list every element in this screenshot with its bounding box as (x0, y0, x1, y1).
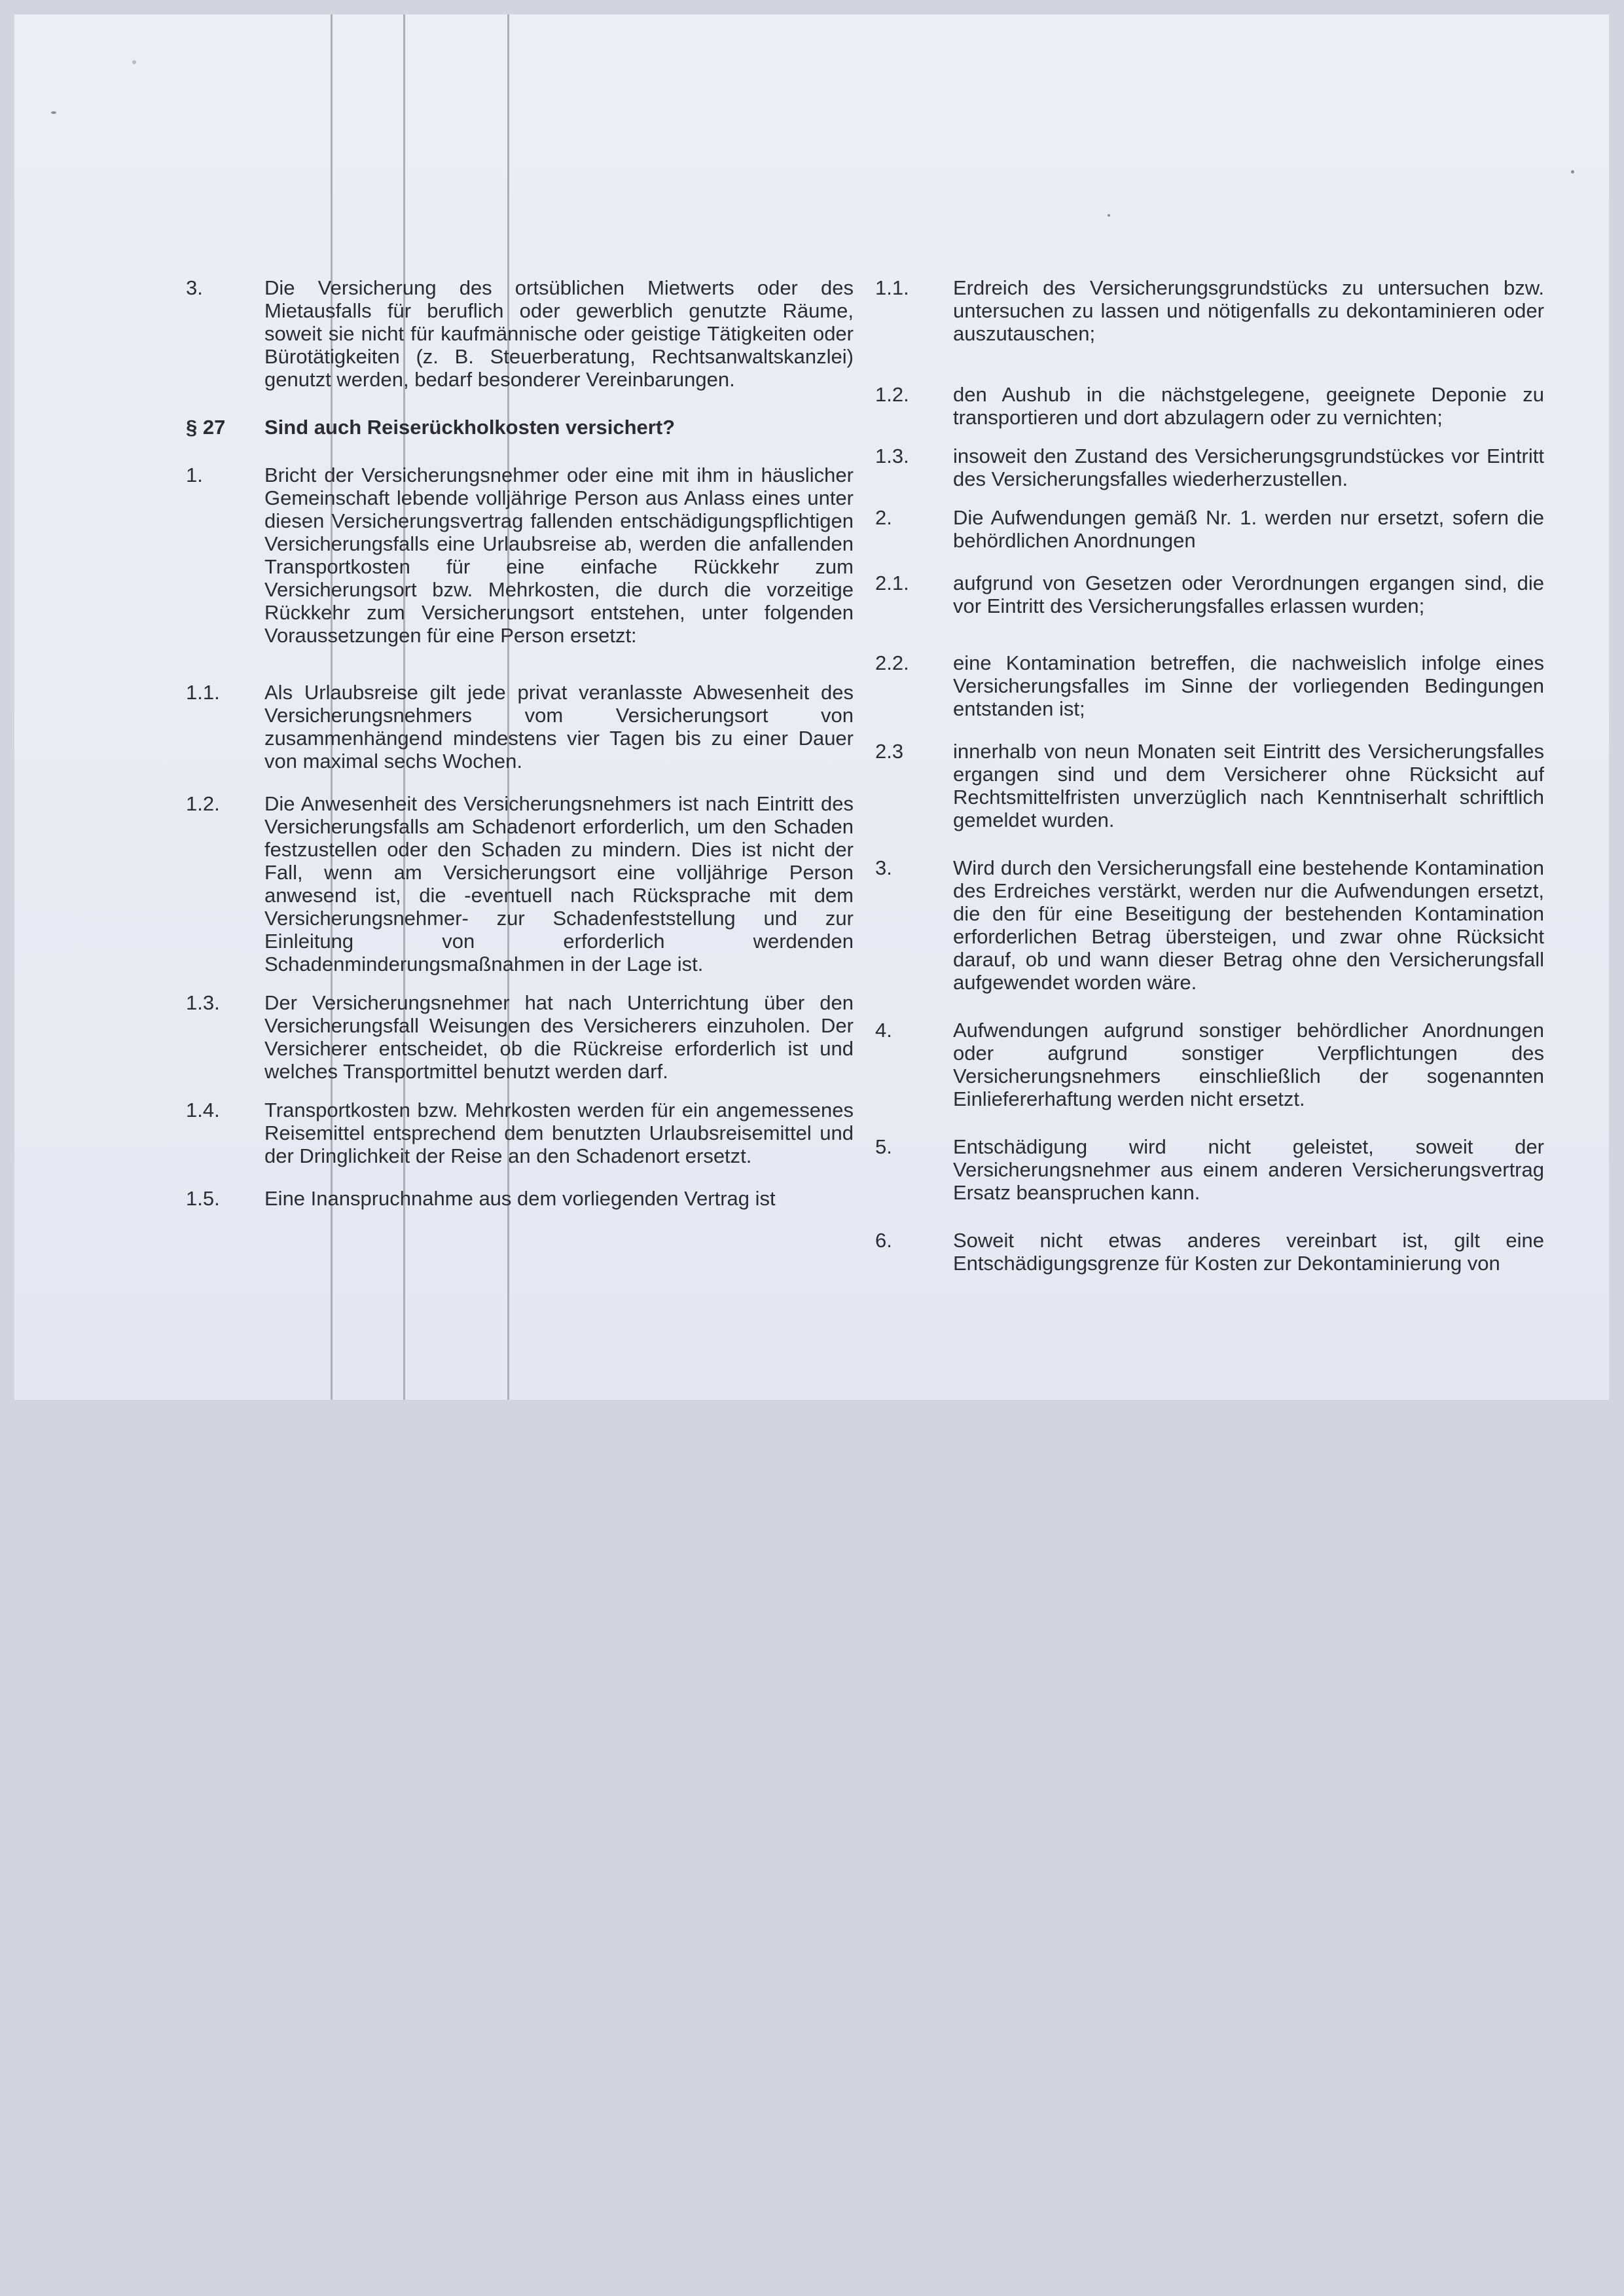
clause-number: 1. (186, 464, 203, 486)
clause-number: 1.2. (875, 383, 909, 406)
clause-text: aufgrund von Gesetzen oder Verordnungen ergangen sind, die vor Eintritt des Versicherungsfalles erlassen wurden; (953, 572, 1544, 617)
clause-2 (875, 506, 1544, 552)
clause-number: 1.1. (875, 276, 909, 299)
clause-number: 6. (875, 1229, 892, 1252)
clause-number: 1.3. (875, 445, 909, 467)
clause-1-1 (186, 681, 854, 773)
clause-text: Die Anwesenheit des Versicherungsnehmers ist nach Eintritt des Versicherungsfalls am Schadenort erforderlich, um den Schaden festzustellen oder den Schaden zu mindern. Dies ist nicht der Fall, wenn am Versicherungsort eine volljährige Person anwesend ist, die -eventuell nach Rücksprache mit dem Versicherungsnehmer- zur Schadenfeststellung und zur Einleitung von erforderlich werdenden Schadenminderungsmaßnahmen in der Lage ist. (264, 792, 854, 975)
section-heading-27 (186, 416, 854, 439)
left-column (186, 276, 854, 1210)
clause-text: den Aushub in die nächstgelegene, geeignete Deponie zu transportieren und dort abzulagern oder zu vernichten; (953, 383, 1544, 429)
clause-text: Transportkosten bzw. Mehrkosten werden für ein angemessenes Reisemittel entsprechend dem benutzten Urlaubsreisemittel und der Dringlichkeit der Reise an den Schadenort ersetzt. (264, 1099, 854, 1167)
clause-3 (186, 276, 854, 391)
clause-text: insoweit den Zustand des Versicherungsgrundstückes vor Eintritt des Versicherungsfalles wiederherzustellen. (953, 445, 1544, 490)
dust-speck (132, 60, 136, 64)
clause-number: 2.3 (875, 740, 904, 763)
clause-6 (875, 1229, 1544, 1275)
clause-text: Entschädigung wird nicht geleistet, soweit der Versicherungsnehmer aus einem anderen Versicherungsvertrag Ersatz beanspruchen kann. (953, 1135, 1544, 1204)
clause-1 (186, 464, 854, 647)
clause-text: Bricht der Versicherungsnehmer oder eine mit ihm in häuslicher Gemeinschaft lebende volljährige Person aus Anlass eines unter diesen Versicherungsvertrag fallenden entschädigungspflichtigen Versicherungsfalls eine Urlaubsreise ab, werden die anfallenden Transportkosten für eine einfache Rückkehr zum Versicherungsort bzw. Mehrkosten, die durch die vorzeitige Rückkehr zum Versicherungsort entstehen, unter folgenden Voraussetzungen für eine Person ersetzt: (264, 464, 854, 647)
clause-1-5 (186, 1187, 854, 1210)
clause-1-1 (875, 276, 1544, 345)
clause-4 (875, 1019, 1544, 1110)
clause-text: Als Urlaubsreise gilt jede privat veranlasste Abwesenheit des Versicherungsnehmers vom Versicherungsort von zusammenhängend mindestens vier Tagen bis zu einer Dauer von maximal sechs Wochen. (264, 681, 854, 773)
clause-text: Erdreich des Versicherungsgrundstücks zu untersuchen bzw. untersuchen zu lassen und nötigenfalls zu dekontaminieren oder auszutauschen; (953, 276, 1544, 345)
section-title: Sind auch Reiserückholkosten versichert? (264, 416, 676, 439)
clause-5 (875, 1135, 1544, 1204)
clause-number: 1.4. (186, 1099, 220, 1121)
clause-number: 2. (875, 506, 892, 529)
clause-text: innerhalb von neun Monaten seit Eintritt des Versicherungsfalles ergangen sind und dem Versicherer ohne Rücksicht auf Rechtsmittelfristen unverzüglich nach Kenntniserhalt schriftlich gemeldet wurden. (953, 740, 1544, 831)
clause-number: 3. (186, 276, 203, 299)
clause-text: Die Versicherung des ortsüblichen Mietwerts oder des Mietausfalls für beruflich oder gewerblich genutzte Räume, soweit sie nicht für kaufmännische oder geistige Tätigkeiten oder Bürotätigkeiten (z. B. Steuerberatung, Rechtsanwaltskanzlei) genutzt werden, bedarf besonderer Vereinbarungen. (264, 276, 854, 391)
clause-number: 3. (875, 856, 892, 879)
clause-text: Eine Inanspruchnahme aus dem vorliegenden Vertrag ist (264, 1187, 776, 1210)
right-column (875, 276, 1544, 1275)
dust-speck (51, 111, 56, 114)
clause-text: eine Kontamination betreffen, die nachweislich infolge eines Versicherungsfalles im Sinne der vorliegenden Bedingungen entstanden ist; (953, 651, 1544, 720)
section-number: § 27 (186, 416, 226, 439)
dust-speck (1108, 214, 1110, 217)
clause-text: Wird durch den Versicherungsfall eine bestehende Kontamination des Erdreiches verstärkt, werden nur die Aufwendungen ersetzt, die den für eine Beseitigung der bestehenden Kontamination erforderlichen Betrag übersteigen, und zwar ohne Rücksicht darauf, ob und wann dieser Betrag ohne den Versicherungsfall aufgewendet worden wäre. (953, 856, 1544, 994)
clause-number: 5. (875, 1135, 892, 1158)
clause-number: 1.5. (186, 1187, 220, 1210)
clause-number: 4. (875, 1019, 892, 1042)
clause-2-2 (875, 651, 1544, 720)
clause-number: 1.3. (186, 991, 220, 1014)
clause-1-3 (186, 991, 854, 1083)
clause-1-2 (875, 383, 1544, 429)
clause-number: 2.1. (875, 572, 909, 594)
clause-number: 1.2. (186, 792, 220, 815)
clause-2-1 (875, 572, 1544, 617)
clause-1-4 (186, 1099, 854, 1167)
clause-number: 2.2. (875, 651, 909, 674)
clause-number: 1.1. (186, 681, 220, 704)
clause-1-2 (186, 792, 854, 975)
scanned-page (14, 14, 1609, 1400)
clause-text: Aufwendungen aufgrund sonstiger behördlicher Anordnungen oder aufgrund sonstiger Verpflichtungen des Versicherungsnehmers einschließlich der sogenannten Einliefererhaftung werden nicht ersetzt. (953, 1019, 1544, 1110)
clause-text: Der Versicherungsnehmer hat nach Unterrichtung über den Versicherungsfall Weisungen des Versicherers einzuholen. Der Versicherer entscheidet, ob die Rückreise erforderlich ist und welches Transportmittel benutzt werden darf. (264, 991, 854, 1083)
clause-2-3 (875, 740, 1544, 831)
clause-text: Soweit nicht etwas anderes vereinbart ist, gilt eine Entschädigungsgrenze für Kosten zur Dekontaminierung von (953, 1229, 1544, 1275)
clause-3 (875, 856, 1544, 994)
clause-1-3 (875, 445, 1544, 490)
clause-text: Die Aufwendungen gemäß Nr. 1. werden nur ersetzt, sofern die behördlichen Anordnungen (953, 506, 1544, 552)
dust-speck (1571, 170, 1574, 173)
